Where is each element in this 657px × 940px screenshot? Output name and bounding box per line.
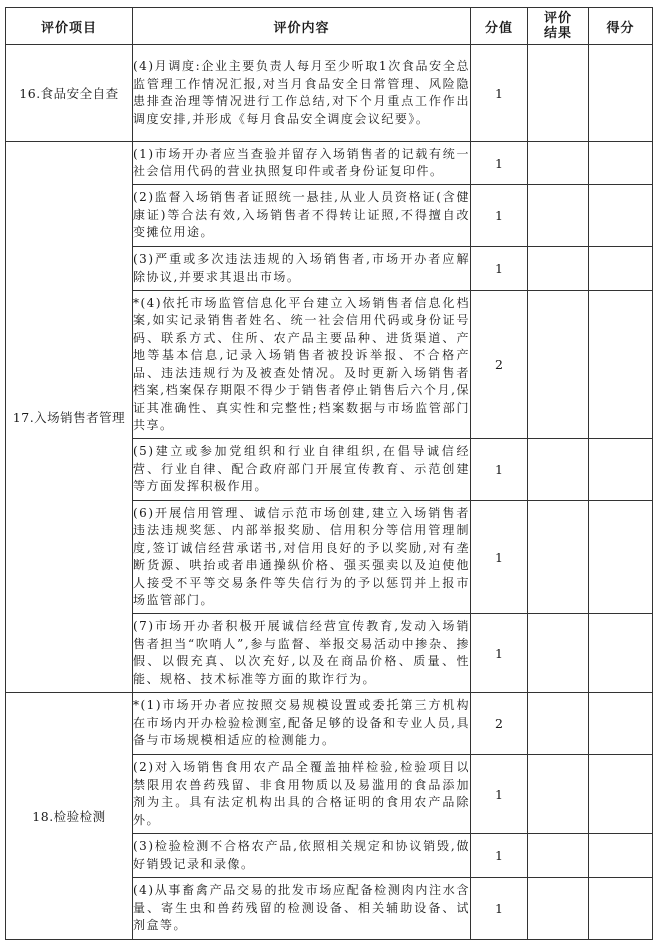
score-cell: 1 [471,185,528,247]
obtained-cell [589,693,653,755]
obtained-cell [589,439,653,501]
score-cell: 1 [471,501,528,614]
content-cell: (4)从事畜禽产品交易的批发市场应配备检测肉内注水含量、寄生虫和兽药残留的检测设备、相关辅助设备、试剂盒等。 [133,878,471,940]
result-cell [528,878,589,940]
score-cell: 1 [471,45,528,142]
obtained-cell [589,142,653,185]
evaluation-table [5,7,653,940]
result-cell [528,755,589,834]
result-cell [528,693,589,755]
result-cell [528,142,589,185]
obtained-cell [589,755,653,834]
content-cell: (1)市场开办者应当查验并留存入场销售者的记载有统一社会信用代码的营业执照复印件或者身份证复印件。 [133,142,471,185]
score-cell: 1 [471,247,528,291]
content-cell: (6)开展信用管理、诚信示范市场创建,建立入场销售者违法违规奖惩、内部举报奖励、信用积分等信用管理制度,签订诚信经营承诺书,对信用良好的予以奖励,对有垄断货源、哄抬或者串通操纵价格、强买强卖以及迫使他人接受不平等交易条件等失信行为的予以惩罚并上报市场监管部门。 [133,501,471,614]
content-cell: (2)对入场销售食用农产品全覆盖抽样检验,检验项目以禁限用农兽药残留、非食用物质以及易滥用的食品添加剂为主。具有法定机构出具的合格证明的食用农产品除外。 [133,755,471,834]
content-cell: (4)月调度:企业主要负责人每月至少听取1次食品安全总监管理工作情况汇报,对当月食品安全日常管理、风险隐患排查治理等情况进行工作总结,对下个月重点工作作出调度安排,并形成《每月食品安全调度会议纪要》。 [133,45,471,142]
header-row [6,8,653,45]
result-cell [528,291,589,439]
content-cell: (5)建立或参加党组织和行业自律组织,在倡导诚信经营、行业自律、配合政府部门开展宣传教育、示范创建等方面发挥积极作用。 [133,439,471,501]
score-cell: 2 [471,291,528,439]
obtained-cell [589,45,653,142]
header-score: 分值 [471,8,528,45]
score-cell: 1 [471,614,528,693]
header-result-line1: 评价 [543,11,572,26]
obtained-cell [589,247,653,291]
score-cell: 1 [471,142,528,185]
content-cell: (7)市场开办者积极开展诚信经营宣传教育,发动入场销售者担当“吹哨人”,参与监督、举报交易活动中掺杂、掺假、以假充真、以次充好,以及在商品价格、质量、性能、规格、技术标准等方面的欺诈行为。 [133,614,471,693]
score-cell: 1 [471,834,528,878]
header-obtained: 得分 [589,8,653,45]
table-row [6,142,653,185]
item-18: 18.检验检测 [6,693,133,940]
obtained-cell [589,878,653,940]
result-cell [528,834,589,878]
score-cell: 1 [471,439,528,501]
obtained-cell [589,834,653,878]
result-cell [528,439,589,501]
item-16: 16.食品安全自查 [6,45,133,142]
result-cell [528,45,589,142]
header-result-line2: 结果 [543,26,572,41]
content-cell: *(1)市场开办者应按照交易规模设置或委托第三方机构在市场内开办检验检测室,配备足够的设备和专业人员,具备与市场规模相适应的检测能力。 [133,693,471,755]
result-cell [528,501,589,614]
header-item: 评价项目 [6,8,133,45]
content-cell: (3)严重或多次违法违规的入场销售者,市场开办者应解除协议,并要求其退出市场。 [133,247,471,291]
table-row [6,693,653,755]
obtained-cell [589,185,653,247]
content-cell: (3)检验检测不合格农产品,依照相关规定和协议销毁,做好销毁记录和录像。 [133,834,471,878]
obtained-cell [589,501,653,614]
table-row [6,45,653,142]
score-cell: 1 [471,755,528,834]
score-cell: 2 [471,693,528,755]
header-result [528,8,589,45]
result-cell [528,185,589,247]
content-cell: (2)监督入场销售者证照统一悬挂,从业人员资格证(含健康证)等合法有效,入场销售者不得转让证照,不得擅自改变摊位用途。 [133,185,471,247]
result-cell [528,614,589,693]
item-17: 17.入场销售者管理 [6,142,133,693]
result-cell [528,247,589,291]
obtained-cell [589,614,653,693]
header-content: 评价内容 [133,8,471,45]
score-cell: 1 [471,878,528,940]
obtained-cell [589,291,653,439]
content-cell: *(4)依托市场监管信息化平台建立入场销售者信息化档案,如实记录销售者姓名、统一社会信用代码或身份证号码、联系方式、住所、农产品主要品种、进货渠道、产地等基本信息,记录入场销售者被投诉举报、不合格产品、违法违规行为及被查处情况。及时更新入场销售者档案,档案保存期限不得少于销售者停止销售后六个月,保证其准确性、真实性和完整性;档案数据与市场监管部门共享。 [133,291,471,439]
